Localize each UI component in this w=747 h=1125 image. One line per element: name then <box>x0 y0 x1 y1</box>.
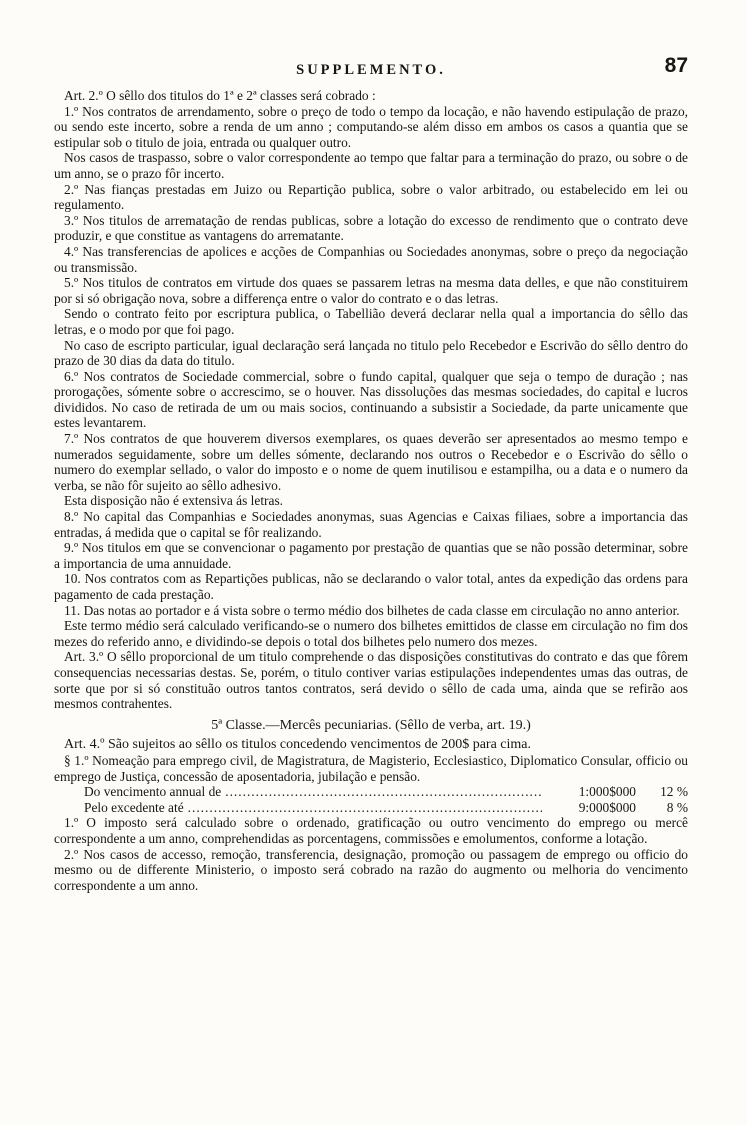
paragraph: 5.º Nos titulos de contratos em virtude dos quaes se passarem letras na mesma data delles, e que não constituirem por si só obrigação nova, sobre a differença entre o valor do contrato e o das letras. <box>54 275 688 306</box>
paragraph: 9.º Nos titulos em que se convencionar o pagamento por prestação de quantias que se não possão determinar, sobre a importancia de uma annuidade. <box>54 540 688 571</box>
paragraph: Art. 3.º O sêllo proporcional de um titulo comprehende o das disposições constitutivas do contrato e das que fôrem consequencias necessarias destas. Se, porém, o titulo contiver varias estipulações independentes umas das outras, de sorte que por si só constituão outros tantos contratos, será devido o sêllo de cada uma, ainda que se refirão aos mesmos contrahentes. <box>54 649 688 712</box>
paragraph: 2.º Nas fianças prestadas em Juizo ou Repartição publica, sobre o valor arbitrado, ou estabelecido em lei ou regulamento. <box>54 181 688 213</box>
paragraph: Sendo o contrato feito por escriptura publica, o Tabellião deverá declarar nella qual a importancia do sêllo das letras, e o modo por que foi pago. <box>54 306 688 337</box>
dot-leader <box>188 800 542 816</box>
paragraph: 11. Das notas ao portador e á vista sobre o termo médio dos bilhetes de cada classe em circulação no anno anterior. <box>64 602 680 618</box>
paragraph: 3.º Nos titulos de arrematação de rendas publicas, sobre a lotação do excesso de rendimento que o contrato deve produzir, e que constitue as vantagens do arrematante. <box>54 212 688 244</box>
running-title: SUPPLEMENTO. <box>296 62 446 78</box>
rate-label: Do vencimento annual de <box>84 784 222 800</box>
page-header <box>54 54 688 82</box>
rate-percent: 12 % <box>660 784 688 800</box>
paragraph: Este termo médio será calculado verificando-se o numero dos bilhetes emittidos de classe em circulação no fim dos mezes do referido anno, e dividindo-se depois o total dos bilhetes pelo numero dos mezes. <box>54 618 688 649</box>
paragraph: 1.º Nos contratos de arrendamento, sobre o preço de todo o tempo da locação, e não havendo estipulação de prazo, ou sendo este incerto, sobre a renda de um anno ; computando-se além disso em ambos os casos a quantia que se estipular sob o titulo de joia, entrada ou qualquer outro. <box>54 103 688 150</box>
paragraph-1: § 1.º Nomeação para emprego civil, de Magistratura, de Magisterio, Ecclesiastico, Diplomatico Consular, officio ou emprego de Justiça, concessão de aposentadoria, jubilação e pensão. <box>54 752 688 784</box>
article-4: Art. 4.º São sujeitos ao sêllo os titulos concedendo vencimentos de 200$ para cima. <box>64 737 532 753</box>
rate-percent: 8 % <box>666 799 688 815</box>
rate-row <box>54 800 688 816</box>
paragraph: 7.º Nos contratos de que houverem diversos exemplares, os quaes deverão ser apresentados ao mesmo tempo e numerados seguidamente, sobre um delles sómente, declarando nos outros o Recebedor e o Escrivão do sêllo o numero do exemplar sellado, o valor do imposto e o nome de quem inutilisou e estampilha, ou a data e o numero da verba, se não fôr sujeito ao sêllo adhesivo. <box>54 431 688 493</box>
paragraph: Art. 2.º O sêllo dos titulos do 1ª e 2ª classes será cobrado : <box>64 88 376 103</box>
article-2-block <box>54 88 688 712</box>
paragraph: 8.º No capital das Companhias e Sociedades anonymas, suas Agencias e Caixas filiaes, sobre a importancia das entradas, á medida que o capital se fôr realizando. <box>54 509 688 540</box>
rate-row <box>54 784 688 800</box>
rates-table <box>54 784 688 815</box>
section-heading: 5ª Classe.—Mercês pecuniarias. (Sêllo de verba, art. 19.) <box>211 717 531 733</box>
paragraph: 10. Nos contratos com as Repartições publicas, não se declarando o valor total, antes da expedição das ordens para pagamento de cada prestação. <box>54 571 688 602</box>
paragraph: Nos casos de traspasso, sobre o valor correspondente ao tempo que faltar para a terminação do prazo, ou sobre o de um anno, se o prazo fôr incerto. <box>54 150 688 181</box>
dot-leader <box>225 784 542 800</box>
rate-amount: 1:000$000 <box>578 784 636 800</box>
paragraph: No caso de escripto particular, igual declaração será lançada no titulo pelo Recebedor e Escrivão do sêllo dentro do prazo de 30 dias da data do titulo. <box>54 337 688 369</box>
document-page <box>54 54 688 893</box>
rate-amount: 9:000$000 <box>578 799 636 815</box>
page-number: 87 <box>664 54 688 77</box>
paragraph: 2.º Nos casos de accesso, remoção, transferencia, designação, promoção ou passagem de emprego ou officio do mesmo ou de differente Ministerio, o imposto será cobrado na razão do augmento ou melhoria do vencimento correspondente a um anno. <box>54 846 688 893</box>
paragraph: Esta disposição não é extensiva ás letras. <box>64 493 284 509</box>
paragraph: 1.º O imposto será calculado sobre o ordenado, gratificação ou outro vencimento do emprego ou mercê correspondente a um anno, comprehendidas as porcentagens, commissões e emolumentos, conforme a lotação. <box>54 815 688 846</box>
rate-label: Pelo excedente até <box>84 799 184 815</box>
paragraph: 4.º Nas transferencias de apolices e acções de Companhias ou Sociedades anonymas, sobre o preço da negociação ou transmissão. <box>54 243 688 275</box>
paragraph: 6.º Nos contratos de Sociedade commercial, sobre o fundo capital, qualquer que seja o tempo de duração ; nas prorogações, sómente sobre o accrescimo, se o houver. Nas dissoluções das mesmas sociedades, do capital e lucros divididos. No caso de retirada de um ou mais socios, continuando a subsistir a Sociedade, da parte unicamente que estes levantarem. <box>54 368 688 431</box>
